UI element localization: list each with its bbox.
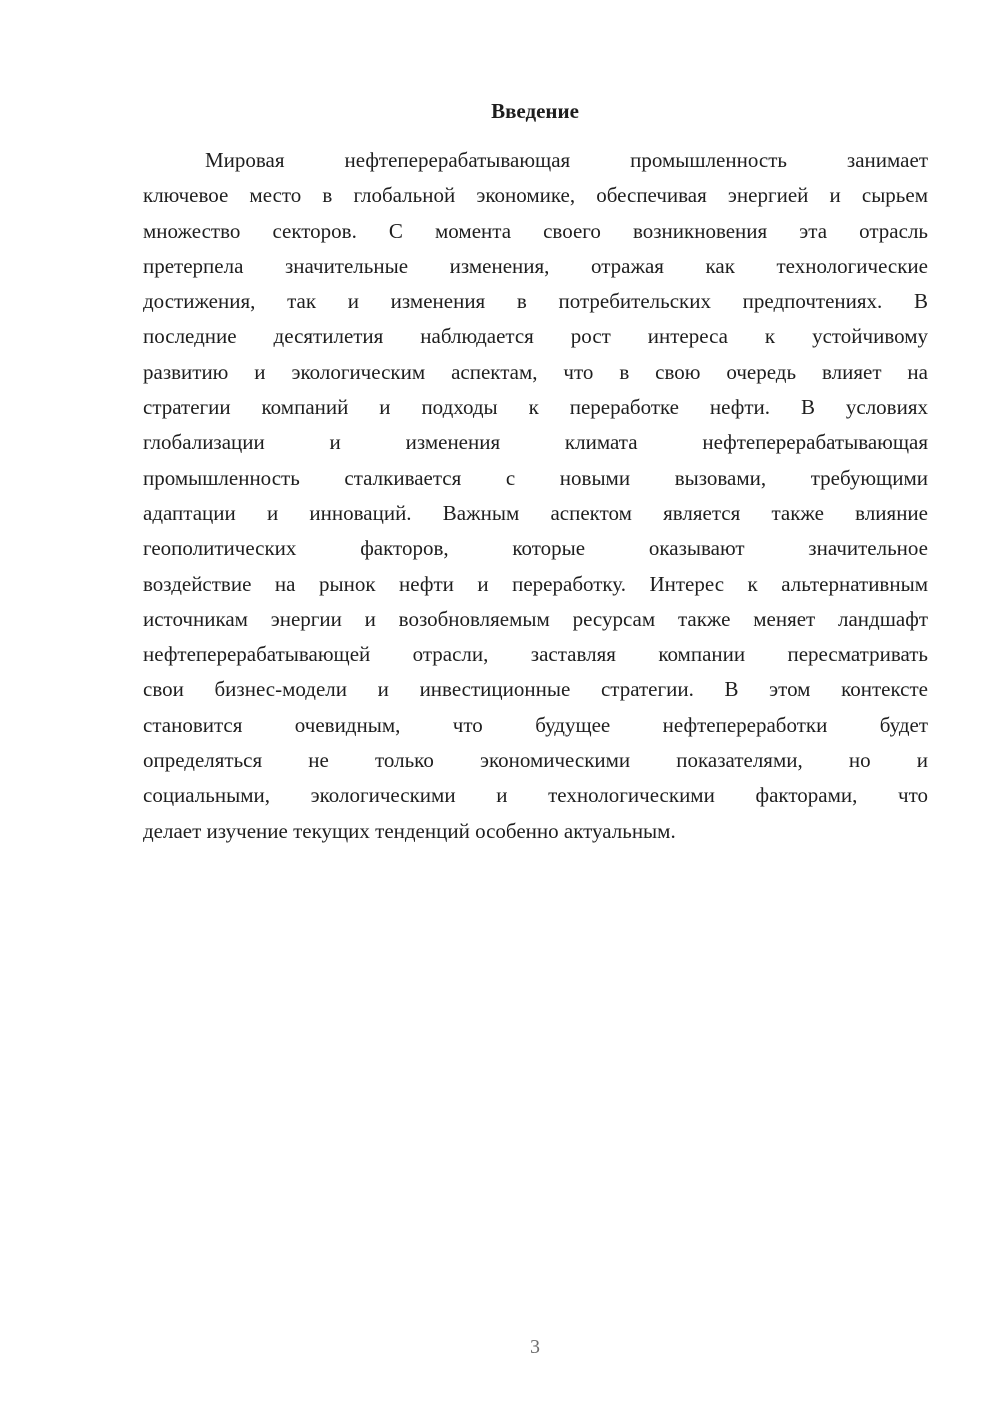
paragraph-line: развитию и экологическим аспектам, что в свою очередь влияет на (143, 359, 928, 384)
paragraph-line: промышленность сталкивается с новыми вызовами, требующими (143, 465, 928, 490)
body-paragraph (143, 143, 928, 849)
section-heading: Введение (491, 99, 579, 123)
paragraph-line: нефтеперерабатывающей отрасли, заставляя компании пересматривать (143, 642, 928, 667)
paragraph-line: Мировая нефтеперерабатывающая промышленность занимает (205, 148, 928, 172)
page-number: 3 (530, 1336, 540, 1358)
paragraph-line: достижения, так и изменения в потребительских предпочтениях. В (143, 289, 928, 314)
paragraph-line: стратегии компаний и подходы к переработке нефти. В условиях (143, 395, 928, 420)
paragraph-line: множество секторов. С момента своего возникновения эта отрасль (143, 218, 928, 243)
paragraph-line: делает изучение текущих тенденций особенно актуальным. (143, 818, 676, 843)
paragraph-line: геополитических факторов, которые оказывают значительное (143, 536, 928, 561)
paragraph-line: социальными, экологическими и технологическими факторами, что (143, 783, 928, 808)
paragraph-line: определяться не только экономическими показателями, но и (143, 748, 928, 773)
paragraph-line: адаптации и инноваций. Важным аспектом является также влияние (143, 500, 928, 525)
paragraph-line: последние десятилетия наблюдается рост интереса к устойчивому (143, 324, 928, 349)
paragraph-line: претерпела значительные изменения, отражая как технологические (143, 253, 928, 278)
paragraph-line: воздействие на рынок нефти и переработку. Интерес к альтернативным (143, 571, 928, 596)
paragraph-line: ключевое место в глобальной экономике, обеспечивая энергией и сырьем (143, 183, 928, 208)
paragraph-line: свои бизнес-модели и инвестиционные стратегии. В этом контексте (143, 677, 928, 702)
paragraph-line: глобализации и изменения климата нефтеперерабатывающая (143, 430, 928, 455)
paragraph-line: становится очевидным, что будущее нефтепереработки будет (143, 712, 928, 737)
paragraph-line: источникам энергии и возобновляемым ресурсам также меняет ландшафт (143, 606, 928, 631)
